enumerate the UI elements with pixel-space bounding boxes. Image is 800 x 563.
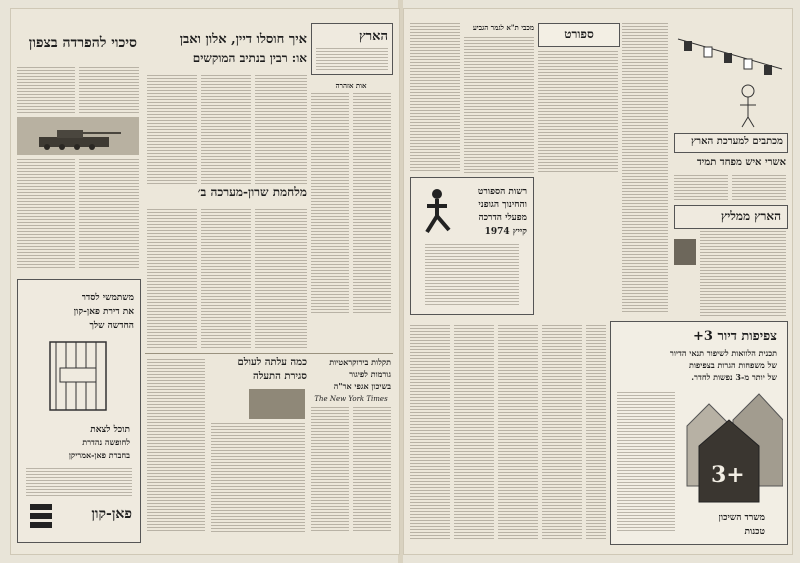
door-illustration (36, 338, 122, 418)
masthead: הארץ (359, 29, 388, 44)
letters-header-box (674, 133, 788, 153)
houses-illustration (679, 386, 783, 506)
editorial-text (353, 93, 391, 313)
letters-text (674, 175, 728, 201)
sport-label: ספורט (564, 27, 594, 41)
article-text (464, 37, 534, 173)
article-text (201, 209, 251, 349)
ad-line-1: משתמשי לסדר (81, 293, 134, 303)
article-text (255, 75, 307, 185)
headline-bureau-3: בשיכון אגפי אר"ה (333, 381, 391, 391)
flags-illustration (674, 29, 786, 129)
ad-line-5: לחופשה נהדרת (82, 437, 130, 447)
sport-headline: מכבי ת"א לגמר הגביע (472, 23, 534, 32)
editorial-text (311, 93, 349, 313)
canal-photo (249, 389, 305, 419)
letters-header: מכתבים למערכת הארץ (690, 136, 783, 147)
portrait-photo (674, 239, 696, 265)
housing-ad-headline: צפיפות דיור 3+ (693, 329, 777, 344)
headline-separation: סיכוי להפרדה בצפון (28, 35, 137, 51)
left-page (10, 8, 400, 555)
housing-ad (610, 321, 788, 545)
tank-photo (17, 117, 139, 155)
ad-line-4: תוכל לצאת (90, 425, 130, 435)
ad-body-text (425, 244, 519, 306)
right-page (403, 8, 793, 555)
article-text (353, 407, 391, 533)
headline-sharon: מלחמת שרון-מערכה ב׳ (197, 185, 307, 199)
ad-line-3: החדשה שלך (89, 321, 134, 331)
recommends-box (674, 205, 788, 229)
article-text (542, 325, 582, 539)
sport-authority-ad (410, 177, 534, 315)
ad-logo: פאן-קון (91, 506, 132, 522)
housing-ad-body (617, 392, 675, 532)
tank-illustration (17, 117, 139, 155)
tourism-ad-line-3: מפעלי הדרכה (478, 213, 527, 223)
headline-bureau-2: גורמות לפיגור (349, 369, 391, 379)
housing-ad-text-3: של יותר מ-3 נפשות לחדר. (691, 372, 777, 382)
sport-label-box (538, 23, 620, 47)
headline-bureau-1: תקלות בירוקראטיות (329, 357, 391, 367)
headline-kama-2: סגירת התעלה (252, 371, 307, 382)
housing-ad-text-1: תכנית הלוואות לשיפור תנאי הדיור (669, 348, 777, 358)
tourism-ad-year: קייץ 1974 (484, 227, 527, 237)
article-text (622, 23, 668, 313)
article-text (79, 159, 139, 269)
article-text (498, 325, 538, 539)
article-text (201, 75, 251, 185)
source-label: The New York Times (314, 395, 388, 403)
article-text (255, 209, 307, 349)
editorial-label: אות אזהרה (335, 81, 367, 90)
article-text (147, 75, 197, 185)
article-text (17, 159, 75, 269)
article-text (454, 325, 494, 539)
article-text (17, 67, 75, 115)
headline-main-2: או: רבין בנתיב המוקשים (192, 51, 307, 65)
masthead-info (316, 48, 388, 70)
article-text (410, 325, 450, 539)
ad-line-6: בחברת פאן-אמריקן (68, 450, 130, 460)
article-text (147, 359, 205, 533)
panam-ad (17, 279, 141, 543)
article-text (211, 423, 305, 533)
tourism-ad-line-2: והחינוך הגופני (478, 200, 527, 210)
article-text (311, 407, 349, 533)
housing-unit: טכנות (744, 527, 765, 537)
headline-main-1: איך חוסלו דיין, אלון ואבן (179, 32, 307, 47)
recommends-label: הארץ ממליץ (720, 209, 781, 223)
athlete-icon (417, 186, 457, 236)
ad-line-2: את דירת פאן-קון (73, 307, 134, 317)
article-text (79, 67, 139, 115)
tourism-ad-line-1: רשות הספורט (477, 187, 527, 197)
ad-body-text (26, 468, 132, 498)
recommends-text (700, 231, 786, 317)
headline-kama-1: כמה עלתה לעולם (237, 357, 307, 368)
article-text (410, 23, 460, 173)
letters-text (732, 175, 786, 201)
sport-text (538, 51, 618, 173)
panam-logo-icon (28, 502, 54, 532)
housing-ad-symbol: 3+ (711, 462, 745, 488)
letters-sub: אשרי איש מפחד תמיד (696, 157, 786, 168)
housing-ad-text-2: של משפחות הגרות בצפיפות (688, 360, 777, 370)
masthead-box (311, 23, 393, 75)
article-text (147, 209, 197, 349)
section-divider (145, 353, 393, 354)
article-text (586, 325, 606, 539)
housing-ministry: משרד השיכון (718, 513, 765, 523)
